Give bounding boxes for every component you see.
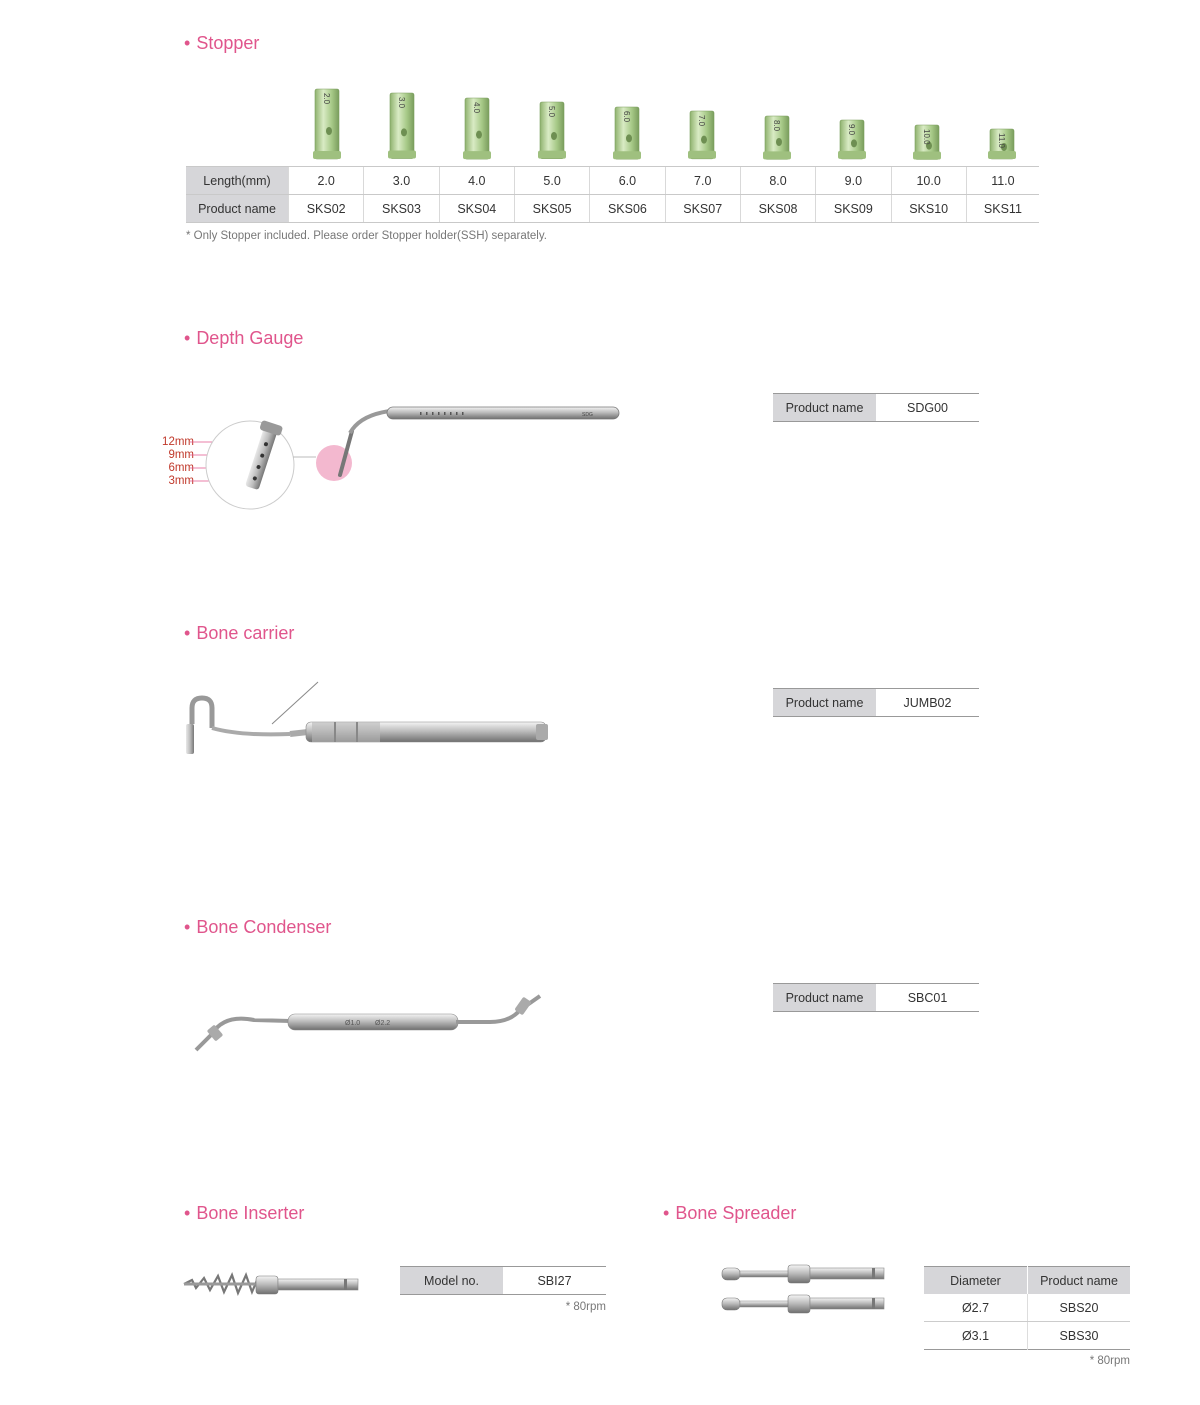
product-name-label: Product name	[773, 394, 876, 422]
length-label: Length(mm)	[186, 167, 289, 195]
length-cell: 5.0	[514, 167, 589, 195]
depth-gauge-illustration	[190, 395, 630, 515]
bone-carrier-title: • Bone carrier	[184, 623, 295, 643]
product-cell: SKS02	[289, 195, 364, 223]
stopper-image	[463, 98, 491, 161]
product-cell: SKS07	[665, 195, 740, 223]
gauge-engraving: SDG	[582, 412, 593, 418]
bone-spreader-illustration	[720, 1262, 890, 1322]
stopper-engraving: 8.0	[771, 119, 781, 131]
stopper-image	[988, 129, 1016, 161]
diameter-header: Diameter	[924, 1267, 1028, 1295]
mark-label: 6mm	[168, 462, 194, 474]
length-cell: 2.0	[289, 167, 364, 195]
stopper-image	[388, 93, 416, 161]
product-name-label: Product name	[773, 984, 876, 1012]
product-cell: SKS06	[590, 195, 665, 223]
diameter-cell: Ø3.1	[924, 1322, 1028, 1350]
length-cell: 11.0	[966, 167, 1039, 195]
stopper-note: * Only Stopper included. Please order Stopper holder(SSH) separately.	[186, 230, 547, 242]
product-cell: SBS20	[1028, 1294, 1131, 1322]
stopper-engraving: 10.0	[921, 128, 931, 145]
product-cell: SKS04	[439, 195, 514, 223]
stopper-engraving: 11.0	[996, 133, 1006, 148]
bone-carrier-illustration	[180, 680, 560, 760]
condenser-engraving: Ø2.2	[375, 1020, 391, 1027]
bone-condenser-table	[773, 983, 979, 1012]
stopper-engraving: 3.0	[396, 97, 406, 109]
product-cell: SBS30	[1059, 1328, 1099, 1343]
stopper-image	[613, 107, 641, 161]
bone-condenser-illustration	[190, 990, 550, 1060]
product-name-label: Product name	[773, 689, 876, 717]
stopper-image	[838, 120, 866, 161]
product-cell: SKS11	[966, 195, 1039, 223]
length-cell: 8.0	[740, 167, 815, 195]
length-cell: 4.0	[439, 167, 514, 195]
product-header: Product name	[1028, 1267, 1131, 1295]
bone-inserter-note: * 80rpm	[565, 1301, 606, 1313]
stopper-image	[763, 116, 791, 161]
mark-label: 9mm	[168, 449, 194, 461]
stopper-engraving: 2.0	[321, 93, 331, 105]
product-name-value: SBC01	[907, 990, 948, 1005]
model-no-label: Model no.	[400, 1267, 503, 1295]
bone-spreader-title: • Bone Spreader	[663, 1203, 797, 1223]
bone-condenser-title: • Bone Condenser	[184, 917, 332, 937]
product-cell: SKS10	[891, 195, 966, 223]
mark-label: 12mm	[162, 436, 194, 448]
stopper-engraving: 4.0	[471, 101, 481, 113]
diameter-cell: Ø2.7	[924, 1294, 1028, 1322]
length-cell: 7.0	[665, 167, 740, 195]
product-row	[186, 195, 1039, 223]
product-label: Product name	[186, 195, 289, 223]
stopper-engraving: 6.0	[621, 110, 631, 122]
condenser-engraving: Ø1.0	[345, 1020, 361, 1027]
bone-carrier-table	[773, 688, 979, 717]
depth-gauge-table	[773, 393, 979, 422]
bone-inserter-illustration	[184, 1270, 364, 1300]
bone-spreader-note: * 80rpm	[1089, 1355, 1130, 1367]
product-name-value: JUMB02	[903, 695, 952, 710]
stopper-image	[688, 111, 716, 161]
length-cell: 3.0	[364, 167, 439, 195]
product-name-value: SDG00	[907, 400, 948, 415]
product-cell: SKS08	[740, 195, 815, 223]
stopper-title: • Stopper	[184, 33, 260, 53]
length-cell: 9.0	[816, 167, 891, 195]
stopper-engraving: 5.0	[546, 106, 556, 118]
bone-inserter-table	[400, 1266, 606, 1295]
model-no-value: SBI27	[537, 1273, 572, 1288]
depth-gauge-marks	[156, 436, 194, 488]
stopper-engraving: 9.0	[846, 124, 856, 136]
stopper-image	[538, 102, 566, 161]
bone-spreader-table	[924, 1266, 1130, 1350]
mark-label: 3mm	[168, 475, 194, 487]
depth-gauge-title: • Depth Gauge	[184, 328, 304, 348]
product-cell: SKS05	[514, 195, 589, 223]
length-cell: 6.0	[590, 167, 665, 195]
stopper-table	[186, 166, 1039, 223]
bone-inserter-title: • Bone Inserter	[184, 1203, 305, 1223]
length-row	[186, 167, 1039, 195]
product-cell: SKS03	[364, 195, 439, 223]
stopper-image	[313, 89, 341, 161]
length-cell: 10.0	[891, 167, 966, 195]
product-cell: SKS09	[816, 195, 891, 223]
stopper-engraving: 7.0	[696, 115, 706, 127]
stopper-image	[913, 125, 941, 161]
